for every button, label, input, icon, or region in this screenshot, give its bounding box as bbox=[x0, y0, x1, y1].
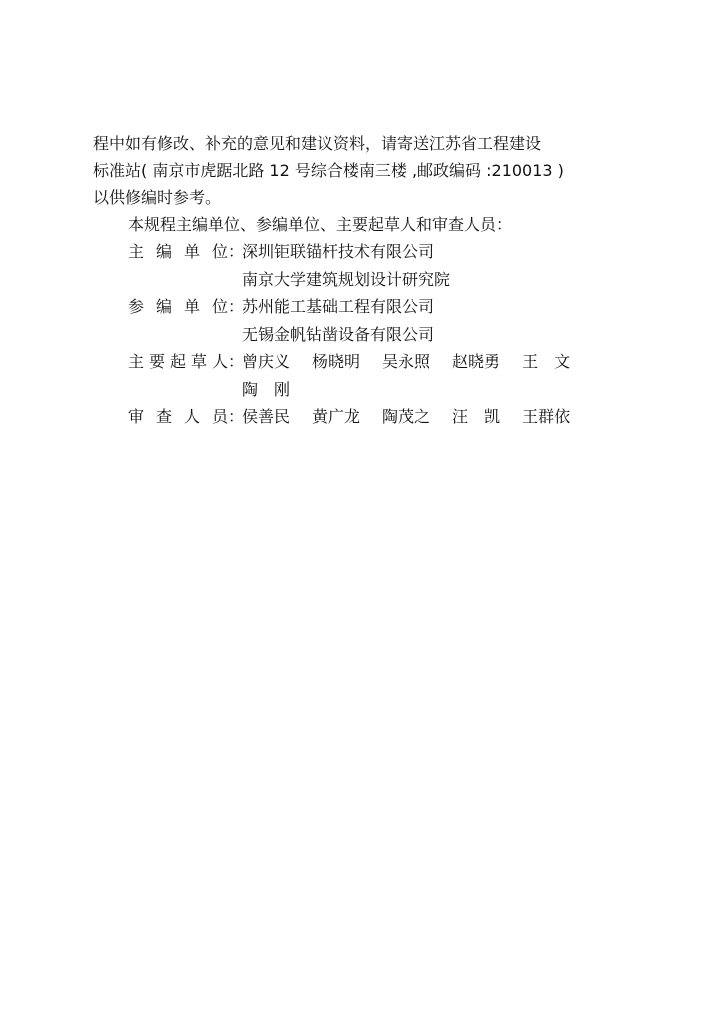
organization-name: 无锡金帆钻凿设备有限公司 bbox=[242, 324, 435, 344]
colon: ： bbox=[228, 297, 245, 316]
person-name: 杨晓明 bbox=[312, 352, 361, 371]
organization-name: 苏州能工基础工程有限公司 bbox=[242, 297, 435, 316]
person-name: 王群依 bbox=[522, 407, 571, 426]
person-name: 黄广龙 bbox=[312, 407, 361, 426]
intro-line: 标准站( 南京市虎踞北路 12 号综合楼南三楼 ,邮政编码 :210013 ) bbox=[93, 161, 564, 180]
person-name: 吴永照 bbox=[382, 352, 431, 371]
colon: ： bbox=[228, 242, 245, 261]
reviewers-names bbox=[242, 403, 612, 431]
person-name: 赵晓勇 bbox=[452, 352, 501, 371]
participating-units-label: 参 编 单 位 bbox=[128, 297, 228, 316]
organization-name: 南京大学建筑规划设计研究院 bbox=[242, 269, 451, 289]
main-drafters-label: 主要起草人 bbox=[128, 352, 228, 371]
colon: ： bbox=[228, 352, 245, 371]
intro-paragraph bbox=[93, 130, 633, 238]
colon: ： bbox=[228, 407, 245, 426]
person-name: 侯善民 bbox=[242, 407, 291, 426]
chief-editor-units-values bbox=[242, 238, 450, 293]
person-name: 汪 凯 bbox=[452, 407, 501, 426]
chief-editor-units-label: 主 编 单 位 bbox=[128, 242, 228, 261]
person-name: 陶茂之 bbox=[382, 407, 431, 426]
main-drafters-names bbox=[242, 348, 612, 403]
main-drafters-row bbox=[128, 348, 612, 403]
person-name: 曾庆义 bbox=[242, 352, 291, 371]
intro-line: 以供修编时参考。 bbox=[93, 188, 222, 207]
person-name: 王 文 bbox=[522, 352, 571, 371]
person-name: 陶 刚 bbox=[242, 379, 291, 399]
reviewers-row bbox=[128, 403, 612, 431]
reviewers-label: 审 查 人 员 bbox=[128, 407, 228, 426]
credits-list bbox=[128, 238, 612, 431]
participating-units-values bbox=[242, 293, 434, 348]
intro-line: 程中如有修改、补充的意见和建议资料，请寄送江苏省工程建设 bbox=[93, 134, 542, 153]
chief-editor-units-row bbox=[128, 238, 612, 293]
organization-name: 深圳钜联锚杆技术有限公司 bbox=[242, 242, 435, 261]
participating-units-row bbox=[128, 293, 612, 348]
credits-heading: 本规程主编单位、参编单位、主要起草人和审查人员： bbox=[128, 215, 513, 234]
